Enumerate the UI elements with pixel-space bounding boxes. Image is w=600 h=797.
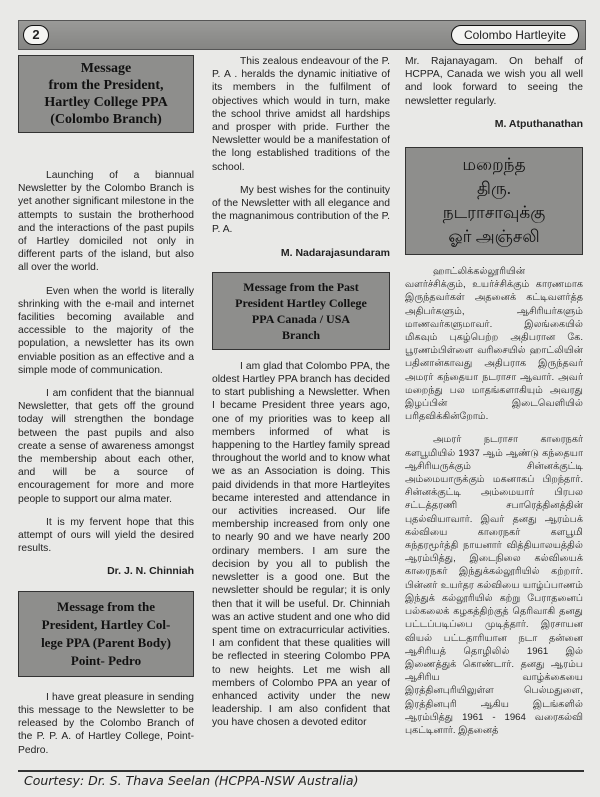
paragraph: Mr. Rajanayagam. On behalf of HCPPA, Canada we wish you all well and look forward to seeing the newsletter regularly. [405,56,583,107]
paragraph: அமரர் நடராசா காரைநகர் களபூமியில் 1937 ஆம் ஆண்டு கந்தையா ஆசிரியருக்கும் சின்னக்குட்டி அம்மையாருக்கும் மகனாகப் பிறந்தார். சின்னக்குட்டி அம்மையார் பிரபல சட்டத்தரணி சபாரெத்தினத்தின் புதல்வியாவார். இவர் தனது ஆரம்பக் கல்வியை காரைநகர் களபூமி சுந்தரமூர்த்தி நாயனார் வித்தியாலயத்தில் ஆரம்பித்து, இடைநிலை கல்வியைக் காரைநகர் இந்துக்கல்லூரியில் கற்றார். பின்னர் உயர்தர கல்வியை யாழ்ப்பாணம் இந்துக் கல்லூரியில் கற்று பேராதனைப் பல்கலைக் கழகத்திற்குத் தெரிவாகி தனது பட்டப்படிப்பை முடித்தார். இரசாயன வியல் பட்டதாரியான நடா தன்னை ஆசிரியத் தொழிலில் 1961 இல் இணைத்துக் கொண்டார். தனது ஆரம்ப ஆசிரிய வாழ்க்கையை இரத்தினபுரியிலுள்ள பெல்மதுளை, இரத்தினபுரி ஆகிய இடங்களில் ஆரம்பித்து 1961 - 1964 வரைகல்வி புகட்டினார். இதனைத் [405,434,583,736]
paragraph: I am glad that Colombo PPA, the oldest Hartley PPA branch has decided to start publishing a Newsletter. When I became President three years ago, one of my priorities was to keep all members informed of what is happening to the Hartley family spread throughout the world and to know what we as an Association is doing. This paid dividends in that more Hartleyites became interested and attendance in our activities increased. Our life membership increased from only one to nearly 90 and we have nearly 200 ordinary members. I am sure the decision by you all to publish the newsletter is a good one. But the newsletter should be regular; it is only then that it will be useful. Dr. Chinniah was an active student and one who did spent time on extracurricular activities. I am confident that these qualities will be reflected in steering Colombo PPA to new heights. Let me wish all members of Colombo PPA an year of enhanced activity under the new leadership. I am also confident that you have chosen a devoted editor [212,360,390,729]
heading-line: President, Hartley Col- [41,616,171,632]
column-1 [18,55,194,767]
column-2 [212,55,390,740]
heading-tamil-tribute [405,147,583,255]
heading-line: lege PPA (Parent Body) [41,634,171,650]
heading-line: Message [80,61,132,76]
column-3 [405,55,583,747]
heading-line: நடராசாவுக்கு [442,203,546,223]
heading-line: திரு. [477,179,511,199]
paragraph: Even when the world is literally shrinking with the e-mail and internet facilities becoming available and accessible to the majority of the population, a newsletter has its own enviable position as an effective and a simple mode of communication. [18,285,194,376]
page-number: 2 [23,25,49,45]
heading-line: Message from the Past [243,279,359,294]
masthead: Colombo Hartleyite [451,25,579,45]
paragraph: I have great pleasure in sending this message to the Newsletter to be released by the Colombo Branch of the P. P. A. of Hartley College, Point-Pedro. [18,691,194,756]
paragraph: It is my fervent hope that this attempt of ours will yield the desired results. [18,516,194,555]
footer-divider [18,770,584,772]
heading-line: Message from the [57,598,155,614]
heading-line: Point- Pedro [70,652,142,668]
paragraph: Launching of a biannual Newsletter by the Colombo Branch is yet another significant milestone in the attempts to sustain the brotherhood and the interactions of the past pupils of Hartley domiciled not only in different parts of the island, but also all over the world. [18,170,194,274]
heading-line: (Colombo Branch) [50,112,162,127]
paragraph: ஹாட்லிக்கல்லூரியின் வளர்ச்சிக்கும், உயர்ச்சிக்கும் காரணமாக இருந்தவர்கள் அதனைக் கட்டிவளர்த்த அதிபர்களும், ஆசிரியர்களும் மாணவர்களுமாவர். இலங்கையில் மிகவும் புகழ்பெற்ற அதிபரான கே. பூரணம்பிள்ளை வரிசையில் ஹாட்லியின் பதினான்காவது அதிபராக இருந்தவர் அமரர் கந்தையா நடராசா ஆவார். அவர் மறைந்து பல மாதங்களாகியும் அவரது இழப்பின் இடைவெளியில் பரிதவிக்கின்றோம். [405,266,583,423]
heading-line: Branch [281,327,320,342]
signature: M. Atputhanathan [494,117,583,130]
paragraph: This zealous endeavour of the P. P. A . heralds the dynamic initiative of its members in the fulfilment of objectives which would in turn, make the school thrive amidst all hardships and prosper with pride. Further the Newsletter would be a manifestation of the long established traditions of the school. [212,56,390,173]
signature: M. Nadarajasundaram [280,246,390,259]
heading-line: President Hartley College [235,295,367,310]
signature: Dr. J. N. Chinniah [107,565,194,578]
heading-past-president-canada [212,272,390,350]
paragraph: My best wishes for the continuity of the Newsletter with all elegance and the magnanimous contribution of the P. P. A. [212,184,390,236]
courtesy-credit: Courtesy: Dr. S. Thava Seelan (HCPPA-NSW Australia) [24,773,359,788]
heading-president-colombo [18,55,194,133]
heading-line: from the President, [48,78,164,93]
heading-line: ஓர் அஞ்சலி [448,227,540,247]
paragraph: I am confident that the biannual Newsletter, that gets off the ground today will strengthen the bondage between the past pupils and also create a sense of awareness amongst the membership about each other, and will be a source of encouragement for more and more people to support our alma mater. [18,388,194,505]
page-header [18,20,586,50]
heading-line: PPA Canada / USA [251,311,351,326]
heading-line: Hartley College PPA [44,95,168,110]
heading-president-parent-body [18,591,194,677]
heading-line: மறைந்த [462,155,526,175]
